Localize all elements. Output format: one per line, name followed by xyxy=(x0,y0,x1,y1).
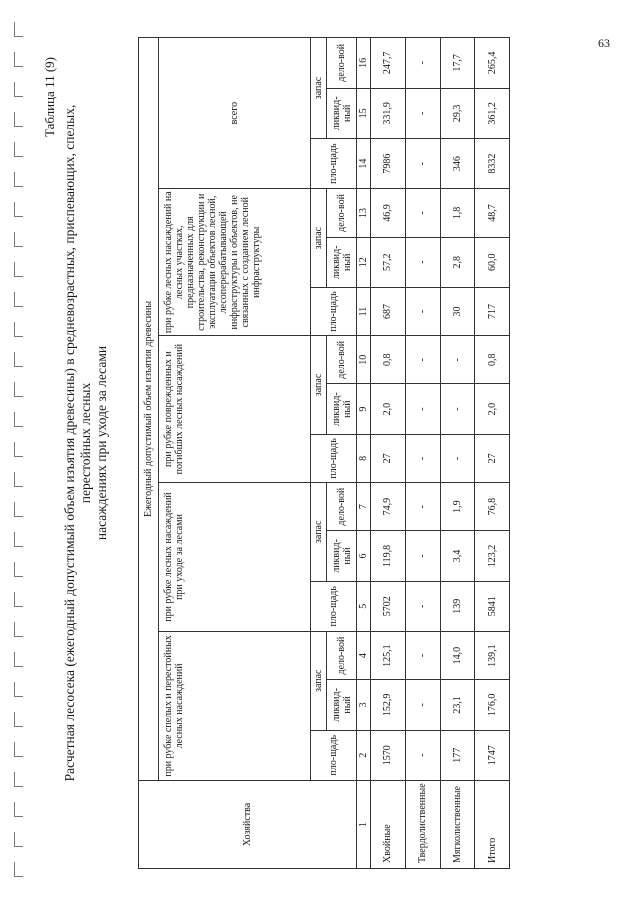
table-cell: 1,8 xyxy=(440,189,475,237)
header-liquid: ликвид-ный xyxy=(327,531,357,581)
header-stock: запас xyxy=(311,631,327,730)
row-household-name: Хвойные xyxy=(371,780,406,868)
table-cell: - xyxy=(405,38,440,89)
title-line-1: Расчетная лесосека (ежегодный допустимый объем изъятия древесины) в средневозрастных, приспевающих, спелых, перестойных лесных xyxy=(62,104,93,782)
table-cell: 1747 xyxy=(475,730,510,780)
table-cell: 331,9 xyxy=(371,88,406,138)
table-cell: - xyxy=(405,189,440,237)
table-cell: 139 xyxy=(440,581,475,631)
rotated-landscape-page xyxy=(40,33,600,873)
table-cell: 29,3 xyxy=(440,88,475,138)
header-business: дело-вой xyxy=(327,38,357,89)
table-cell: 247,7 xyxy=(371,38,406,89)
table-cell: 7986 xyxy=(371,138,406,188)
header-business: дело-вой xyxy=(327,631,357,679)
table-cell: 1,9 xyxy=(440,483,475,531)
table-cell: 60,0 xyxy=(475,237,510,287)
table-label: Таблица 11 (9) xyxy=(42,57,57,138)
header-area: пло-щадь xyxy=(311,287,357,335)
table-cell: - xyxy=(405,384,440,434)
table-cell: 23,1 xyxy=(440,680,475,730)
column-number: 1 xyxy=(357,780,371,868)
allowable-cut-table xyxy=(138,37,510,869)
header-annual-volume: Ежегодный допустимый объем изъятия древесины xyxy=(139,38,159,781)
column-number: 10 xyxy=(357,336,371,384)
table-body xyxy=(371,38,510,869)
table-cell: 3,4 xyxy=(440,531,475,581)
table-cell: 74,9 xyxy=(371,483,406,531)
table-cell: 1570 xyxy=(371,730,406,780)
table-cell: 2,0 xyxy=(371,384,406,434)
table-cell: - xyxy=(405,434,440,482)
table-cell: - xyxy=(405,631,440,679)
column-number-row xyxy=(357,38,371,869)
binding-margin-marks xyxy=(14,22,24,882)
column-number: 16 xyxy=(357,38,371,89)
table-cell: 176,0 xyxy=(475,680,510,730)
page-number: 63 xyxy=(598,36,610,50)
table-cell: 0,8 xyxy=(371,336,406,384)
table-cell: - xyxy=(405,336,440,384)
table-cell: - xyxy=(405,88,440,138)
table-cell: - xyxy=(405,483,440,531)
header-business: дело-вой xyxy=(327,336,357,384)
column-number: 4 xyxy=(357,631,371,679)
title-line-2: насаждениях при уходе за лесами xyxy=(94,345,109,541)
column-number: 6 xyxy=(357,531,371,581)
row-household-name: Итого xyxy=(475,780,510,868)
header-area: пло-щадь xyxy=(311,138,357,188)
table-row xyxy=(440,38,475,869)
table-cell: 8332 xyxy=(475,138,510,188)
header-area: пло-щадь xyxy=(311,581,357,631)
column-number: 14 xyxy=(357,138,371,188)
table-cell: - xyxy=(405,237,440,287)
table-cell: 57,2 xyxy=(371,237,406,287)
table-cell: 48,7 xyxy=(475,189,510,237)
table-cell: 5702 xyxy=(371,581,406,631)
table-cell: 0,8 xyxy=(475,336,510,384)
row-household-name: Мягколиственные xyxy=(440,780,475,868)
table-cell: 17,7 xyxy=(440,38,475,89)
header-liquid: ликвид-ный xyxy=(327,237,357,287)
table-cell: 152,9 xyxy=(371,680,406,730)
column-number: 13 xyxy=(357,189,371,237)
header-stock: запас xyxy=(311,38,327,139)
table-cell: - xyxy=(405,730,440,780)
header-group-thinning: при рубке лесных насаждений при уходе за лесами xyxy=(159,483,311,632)
table-cell: - xyxy=(405,581,440,631)
table-cell: 14,0 xyxy=(440,631,475,679)
column-number: 2 xyxy=(357,730,371,780)
table-cell: - xyxy=(405,287,440,335)
header-area: пло-щадь xyxy=(311,730,357,780)
table-cell: 123,2 xyxy=(475,531,510,581)
header-liquid: ликвид-ный xyxy=(327,680,357,730)
column-number: 5 xyxy=(357,581,371,631)
row-household-name: Твердолиственные xyxy=(405,780,440,868)
table-cell: 2,0 xyxy=(475,384,510,434)
table-row xyxy=(405,38,440,869)
table-cell: - xyxy=(440,384,475,434)
table-cell: 46,9 xyxy=(371,189,406,237)
column-number: 15 xyxy=(357,88,371,138)
table-row xyxy=(371,38,406,869)
column-number: 8 xyxy=(357,434,371,482)
table-cell: - xyxy=(405,680,440,730)
header-stock: запас xyxy=(311,189,327,288)
header-group-mature: при рубке спелых и перестойных лесных насаждений xyxy=(159,631,311,780)
header-group-damaged: при рубке поврежденных и погибших лесных насаждений xyxy=(159,336,311,483)
column-number: 11 xyxy=(357,287,371,335)
table-cell: 76,8 xyxy=(475,483,510,531)
table-cell: 346 xyxy=(440,138,475,188)
header-group-total: всего xyxy=(159,38,311,189)
table-cell: - xyxy=(405,531,440,581)
header-liquid: ликвид-ный xyxy=(327,88,357,138)
table-cell: 119,8 xyxy=(371,531,406,581)
table-cell: 265,4 xyxy=(475,38,510,89)
table-cell: 27 xyxy=(371,434,406,482)
table-cell: 2,8 xyxy=(440,237,475,287)
table-cell: 361,2 xyxy=(475,88,510,138)
header-business: дело-вой xyxy=(327,483,357,531)
header-liquid: ликвид-ный xyxy=(327,384,357,434)
header-business: дело-вой xyxy=(327,189,357,237)
table-cell: 125,1 xyxy=(371,631,406,679)
document-title xyxy=(62,73,110,813)
column-number: 3 xyxy=(357,680,371,730)
column-number: 7 xyxy=(357,483,371,531)
header-household: Хозяйства xyxy=(139,780,357,868)
table-cell: - xyxy=(405,138,440,188)
column-number: 9 xyxy=(357,384,371,434)
table-cell: 717 xyxy=(475,287,510,335)
header-area: пло-щадь xyxy=(311,434,357,482)
column-number: 12 xyxy=(357,237,371,287)
table-cell: 139,1 xyxy=(475,631,510,679)
table-cell: - xyxy=(440,336,475,384)
table-cell: 177 xyxy=(440,730,475,780)
table-cell: 687 xyxy=(371,287,406,335)
header-stock: запас xyxy=(311,336,327,435)
table-row xyxy=(475,38,510,869)
header-stock: запас xyxy=(311,483,327,582)
table-cell: - xyxy=(440,434,475,482)
table-cell: 27 xyxy=(475,434,510,482)
table-cell: 5841 xyxy=(475,581,510,631)
table-cell: 30 xyxy=(440,287,475,335)
header-group-infrastructure: при рубке лесных насаждений на лесных участках, предназначенных для строительства, реконструкции и эксплуатации объектов лесной, лесоперерабатывающей инфраструктуры и объектов, не связанных с созданием лесной инфраструктуры xyxy=(159,189,311,336)
